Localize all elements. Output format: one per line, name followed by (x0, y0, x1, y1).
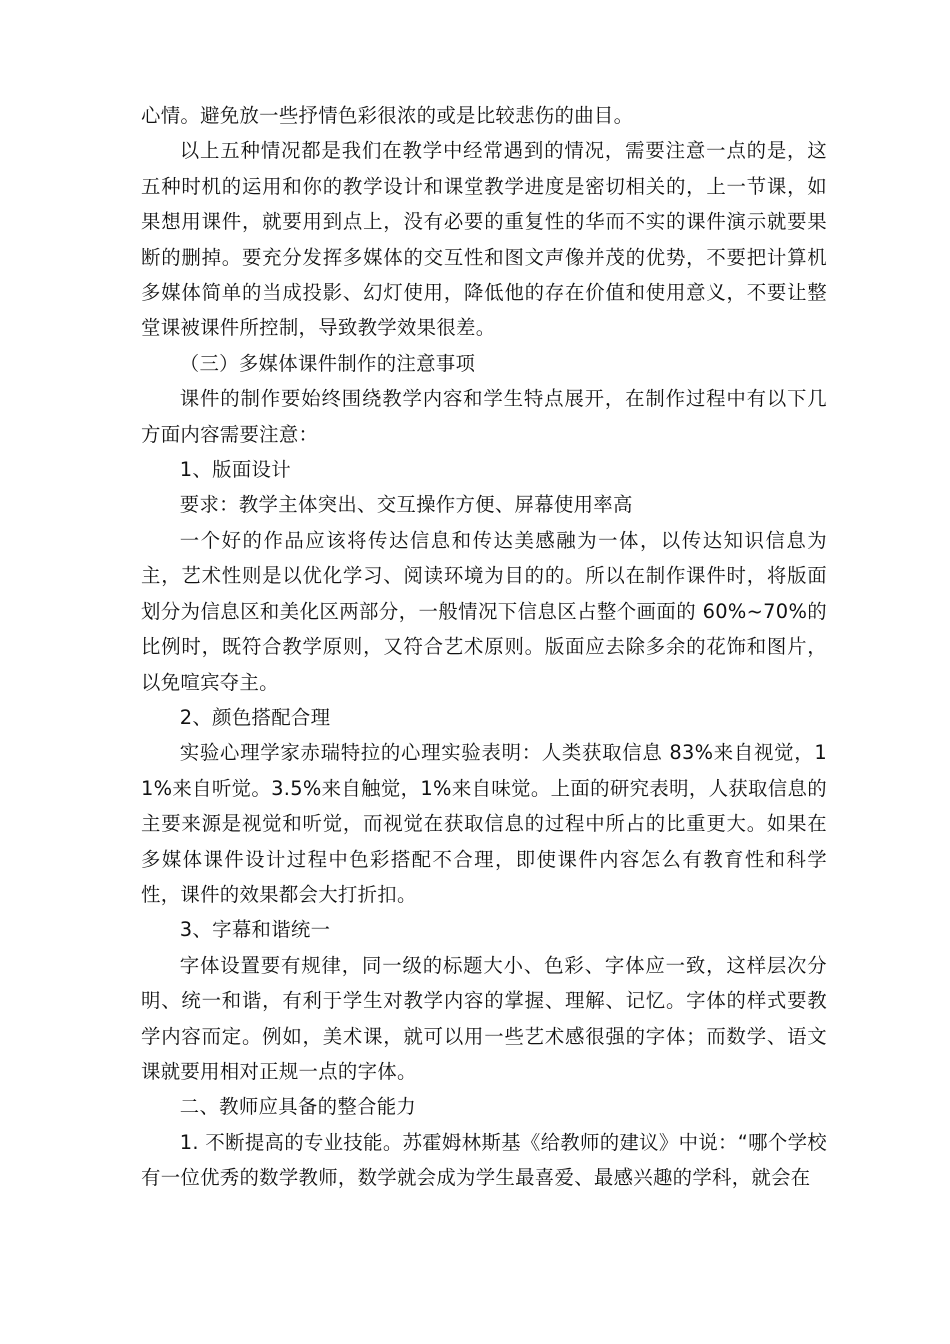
paragraph-color-details: 实验心理学家赤瑞特拉的心理实验表明：人类获取信息 83%来自视觉，11%来自听觉。3.5%来自触觉，1%来自味觉。上面的研究表明，人获取信息的主要来源是视觉和听觉，而视觉在获取信息的过程中所占的比重更大。如果在多媒体课件设计过程中色彩搭配不合理，即使课件内容怎么有教育性和科学性，课件的效果都会大打折扣。 (141, 741, 827, 906)
paragraph-typography-details: 字体设置要有规律，同一级的标题大小、色彩、字体应一致，这样层次分明、统一和谐，有利于学生对教学内容的掌握、理解、记忆。字体的样式要教学内容而定。例如，美术课，就可以用一些艺术感很强的字体；而数学、语文课就要用相对正规一点的字体。 (141, 953, 827, 1083)
paragraph-continuation: 心情。避免放一些抒情色彩很浓的或是比较悲伤的曲目。 (141, 104, 634, 127)
subheading-color-matching: 2、颜色搭配合理 (179, 705, 331, 729)
paragraph-professional-skills: 1. 不断提高的专业技能。苏霍姆林斯基《给教师的建议》中说：“哪个学校有一位优秀的数学教师，数学就会成为学生最喜爱、最感兴趣的学科，就会在 (141, 1130, 827, 1190)
paragraph-courseware-intro: 课件的制作要始终围绕教学内容和学生特点展开，在制作过程中有以下几方面内容需要注意： (141, 387, 827, 446)
paragraph-layout-details: 一个好的作品应该将传达信息和传达美感融为一体，以传达知识信息为主，艺术性则是以优化学习、阅读环境为目的的。所以在制作课件时，将版面划分为信息区和美化区两部分，一般情况下信息区占整个画面的 60%~70%的比例时，既符合教学原则，又符合艺术原则。版面应去除多余的花饰和图片，以免喧宾夺主。 (141, 528, 827, 694)
subheading-layout-design: 1、版面设计 (179, 458, 291, 482)
section-heading-courseware-notes: （三）多媒体课件制作的注意事项 (179, 351, 476, 375)
section-heading-teacher-abilities: 二、教师应具备的整合能力 (179, 1095, 417, 1119)
paragraph-timing-summary: 以上五种情况都是我们在教学中经常遇到的情况，需要注意一点的是，这五种时机的运用和你的教学设计和课堂教学进度是密切相关的，上一节课，如果想用课件，就要用到点上，没有必要的重复性的华而不实的课件演示就要果断的删掉。要充分发挥多媒体的交互性和图文声像并茂的优势，不要把计算机多媒体简单的当成投影、幻灯使用，降低他的存在价值和使用意义，不要让整堂课被课件所控制，导致教学效果很差。 (141, 139, 827, 340)
subheading-typography: 3、字幕和谐统一 (179, 918, 331, 942)
document-body (141, 98, 827, 1196)
paragraph-layout-requirements: 要求：教学主体突出、交互操作方便、屏幕使用率高 (179, 493, 633, 517)
